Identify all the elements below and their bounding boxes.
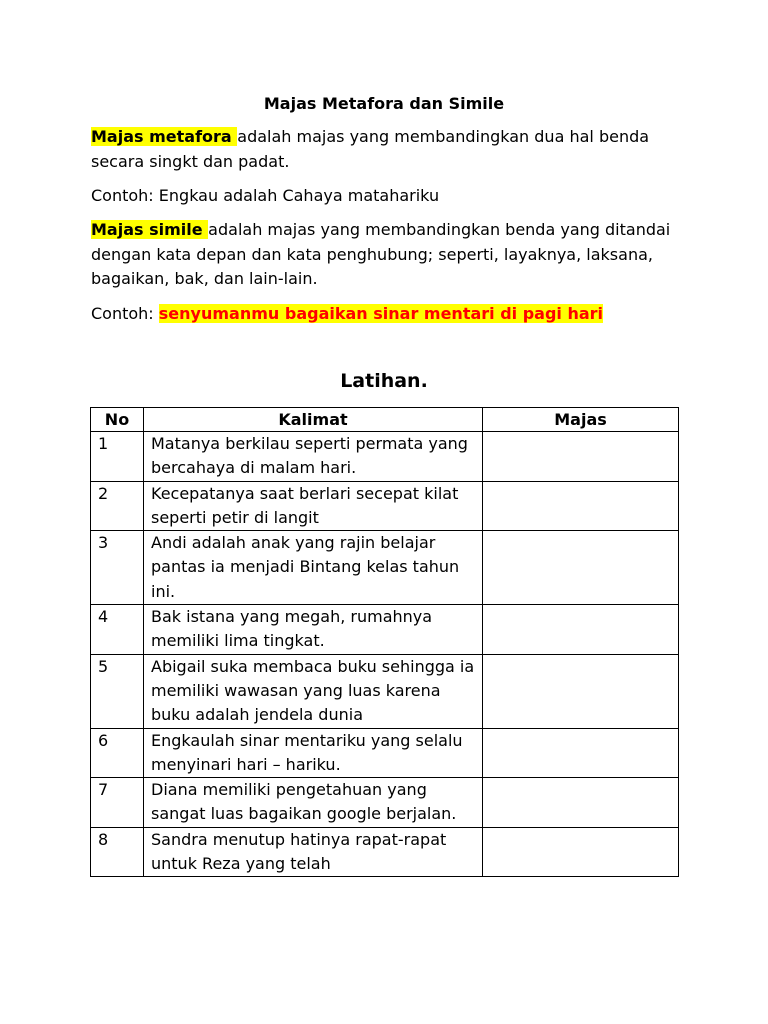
- row-majas-answer[interactable]: [483, 778, 679, 828]
- row-majas-answer[interactable]: [483, 728, 679, 778]
- row-majas-answer[interactable]: [483, 605, 679, 655]
- row-majas-answer[interactable]: [483, 654, 679, 728]
- row-number: 8: [91, 827, 144, 877]
- simile-definition: [91, 218, 671, 292]
- row-number: 2: [91, 481, 144, 531]
- document-title: Majas Metafora dan Simile: [263, 94, 505, 113]
- exercise-table-body: [91, 432, 679, 877]
- metafora-term: Majas metafora: [91, 127, 238, 146]
- row-majas-answer[interactable]: [483, 481, 679, 531]
- row-majas-answer[interactable]: [483, 432, 679, 482]
- table-row: [91, 654, 679, 728]
- row-number: 3: [91, 531, 144, 605]
- row-kalimat: Diana memiliki pengetahuan yang sangat luas bagaikan google berjalan.: [144, 778, 483, 828]
- table-row: [91, 728, 679, 778]
- row-number: 5: [91, 654, 144, 728]
- row-majas-answer[interactable]: [483, 531, 679, 605]
- row-number: 6: [91, 728, 144, 778]
- simile-definition-text: adalah majas yang membandingkan benda yang ditandai dengan kata depan dan kata penghubung; seperti, layaknya, laksana, bagaikan, bak, dan lain-lain.: [91, 220, 671, 288]
- simile-example-highlight: senyumanmu bagaikan sinar mentari di pagi hari: [158, 304, 604, 323]
- table-row: [91, 778, 679, 828]
- row-kalimat: Sandra menutup hatinya rapat-rapat untuk Reza yang telah: [144, 827, 483, 877]
- table-row: [91, 605, 679, 655]
- metafora-definition: [91, 125, 671, 174]
- row-majas-answer[interactable]: [483, 827, 679, 877]
- row-number: 7: [91, 778, 144, 828]
- header-majas: Majas: [483, 408, 679, 432]
- row-kalimat: Andi adalah anak yang rajin belajar pantas ia menjadi Bintang kelas tahun ini.: [144, 531, 483, 605]
- simile-example-label: Contoh:: [91, 304, 159, 323]
- header-no: No: [91, 408, 144, 432]
- row-number: 1: [91, 432, 144, 482]
- exercise-table: [90, 407, 679, 877]
- table-row: [91, 432, 679, 482]
- simile-term: Majas simile: [91, 220, 209, 239]
- row-kalimat: Matanya berkilau seperti permata yang bercahaya di malam hari.: [144, 432, 483, 482]
- table-header-row: [91, 408, 679, 432]
- row-kalimat: Bak istana yang megah, rumahnya memiliki lima tingkat.: [144, 605, 483, 655]
- exercise-heading: Latihan.: [340, 370, 428, 392]
- metafora-definition-text: adalah majas yang membandingkan dua hal benda secara singkt dan padat.: [91, 127, 650, 171]
- row-number: 4: [91, 605, 144, 655]
- table-row: [91, 481, 679, 531]
- row-kalimat: Kecepatanya saat berlari secepat kilat seperti petir di langit: [144, 481, 483, 531]
- header-kalimat: Kalimat: [144, 408, 483, 432]
- row-kalimat: Abigail suka membaca buku sehingga ia memiliki wawasan yang luas karena buku adalah jendela dunia: [144, 654, 483, 728]
- table-row: [91, 827, 679, 877]
- metafora-example: Contoh: Engkau adalah Cahaya matahariku: [91, 186, 440, 205]
- simile-example: [91, 302, 671, 327]
- table-row: [91, 531, 679, 605]
- row-kalimat: Engkaulah sinar mentariku yang selalu menyinari hari – hariku.: [144, 728, 483, 778]
